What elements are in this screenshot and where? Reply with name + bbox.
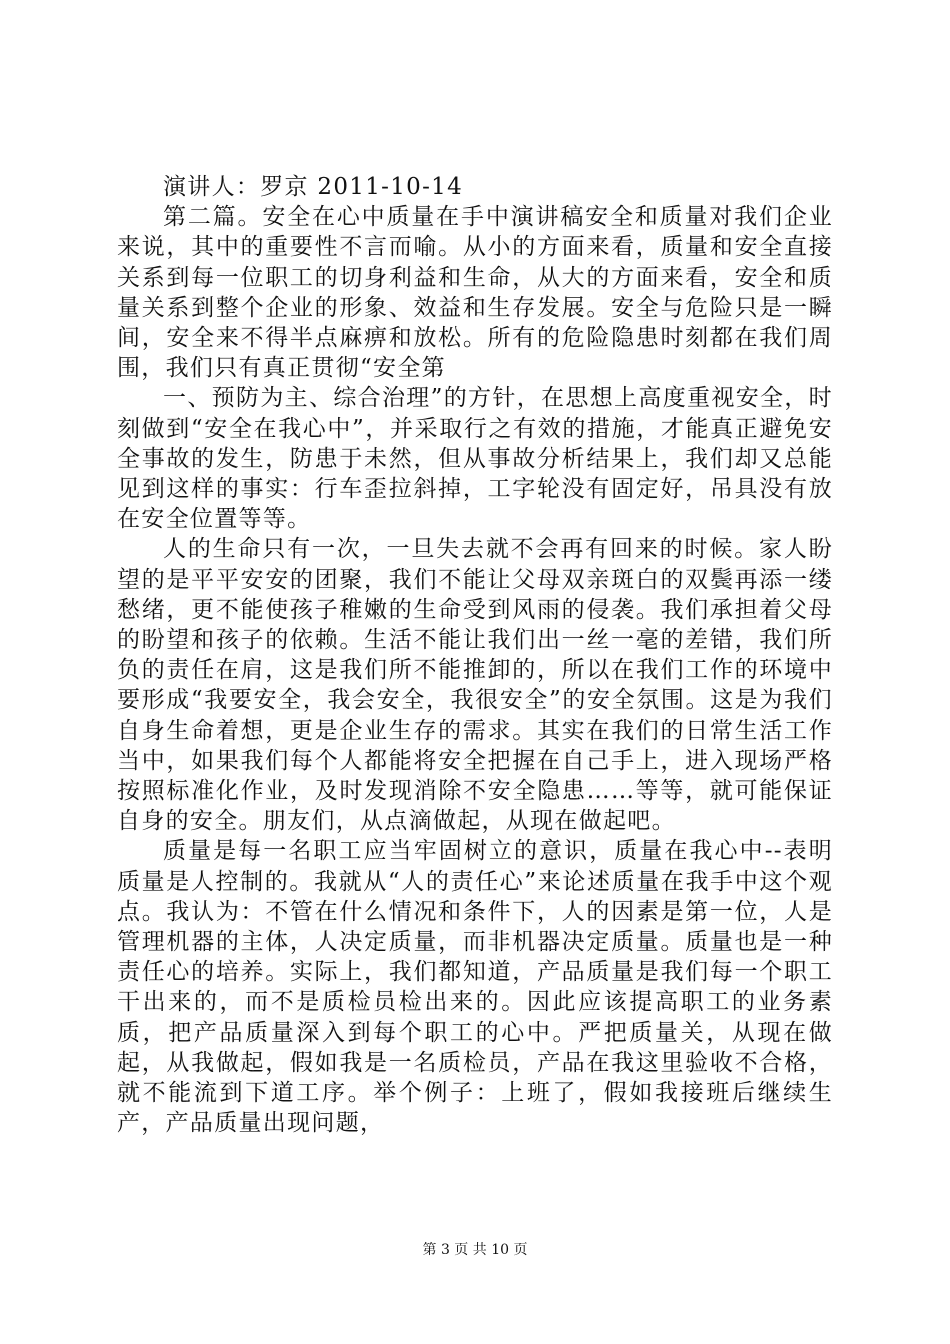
paragraph-life: 人的生命只有一次，一旦失去就不会再有回来的时候。家人盼望的是平平安安的团聚，我们不能让父母双亲斑白的双鬓再添一缕愁绪，更不能使孩子稚嫩的生命受到风雨的侵袭。我们承担着父母的盼望和孩子的依赖。生活不能让我们出一丝一毫的差错，我们所负的责任在肩，这是我们所不能推卸的，所以在我们工作的环境中要形成“我要安全，我会安全，我很安全”的安全氛围。这是为我们自身生命着想，更是企业生存的需求。其实在我们的日常生活工作当中，如果我们每个人都能将安全把握在自己手上，进入现场严格按照标准化作业，及时发现消除不安全隐患……等等，就可能保证自身的安全。朋友们，从点滴做起，从现在做起吧。 (117, 536, 833, 835)
document-body (117, 172, 833, 1139)
paragraph-safety-policy: 一、预防为主、综合治理”的方针，在思想上高度重视安全，时刻做到“安全在我心中”，并采取行之有效的措施，才能真正避免安全事故的发生，防患于未然，但从事故分析结果上，我们却又总能见到这样的事实：行车歪拉斜掉，工字轮没有固定好，吊具没有放在安全位置等等。 (117, 385, 833, 533)
paragraph-quality: 质量是每一名职工应当牢固树立的意识，质量在我心中--表明质量是人控制的。我就从“人的责任心”来论述质量在我手中这个观点。我认为：不管在什么情况和条件下，人的因素是第一位，人是管理机器的主体，人决定质量，而非机器决定质量。质量也是一种责任心的培养。实际上，我们都知道，产品质量是我们每一个职工干出来的，而不是质检员检出来的。因此应该提高职工的业务素质，把产品质量深入到每个职工的心中。严把质量关，从现在做起，从我做起，假如我是一名质检员，产品在我这里验收不合格，就不能流到下道工序。举个例子：上班了，假如我接班后继续生产，产品质量出现问题， (117, 838, 833, 1137)
speaker-line: 演讲人：罗京 2011-10-14 (163, 174, 464, 200)
paragraph-intro: 第二篇。安全在心中质量在手中演讲稿安全和质量对我们企业来说，其中的重要性不言而喻。从小的方面来看，质量和安全直接关系到每一位职工的切身利益和生命，从大的方面来看，安全和质量关系到整个企业的形象、效益和生存发展。安全与危险只是一瞬间，安全来不得半点麻痹和放松。所有的危险隐患时刻都在我们周围，我们只有真正贯彻“安全第 (117, 204, 833, 382)
page-footer: 第 3 页 共 10 页 (422, 1242, 528, 1258)
